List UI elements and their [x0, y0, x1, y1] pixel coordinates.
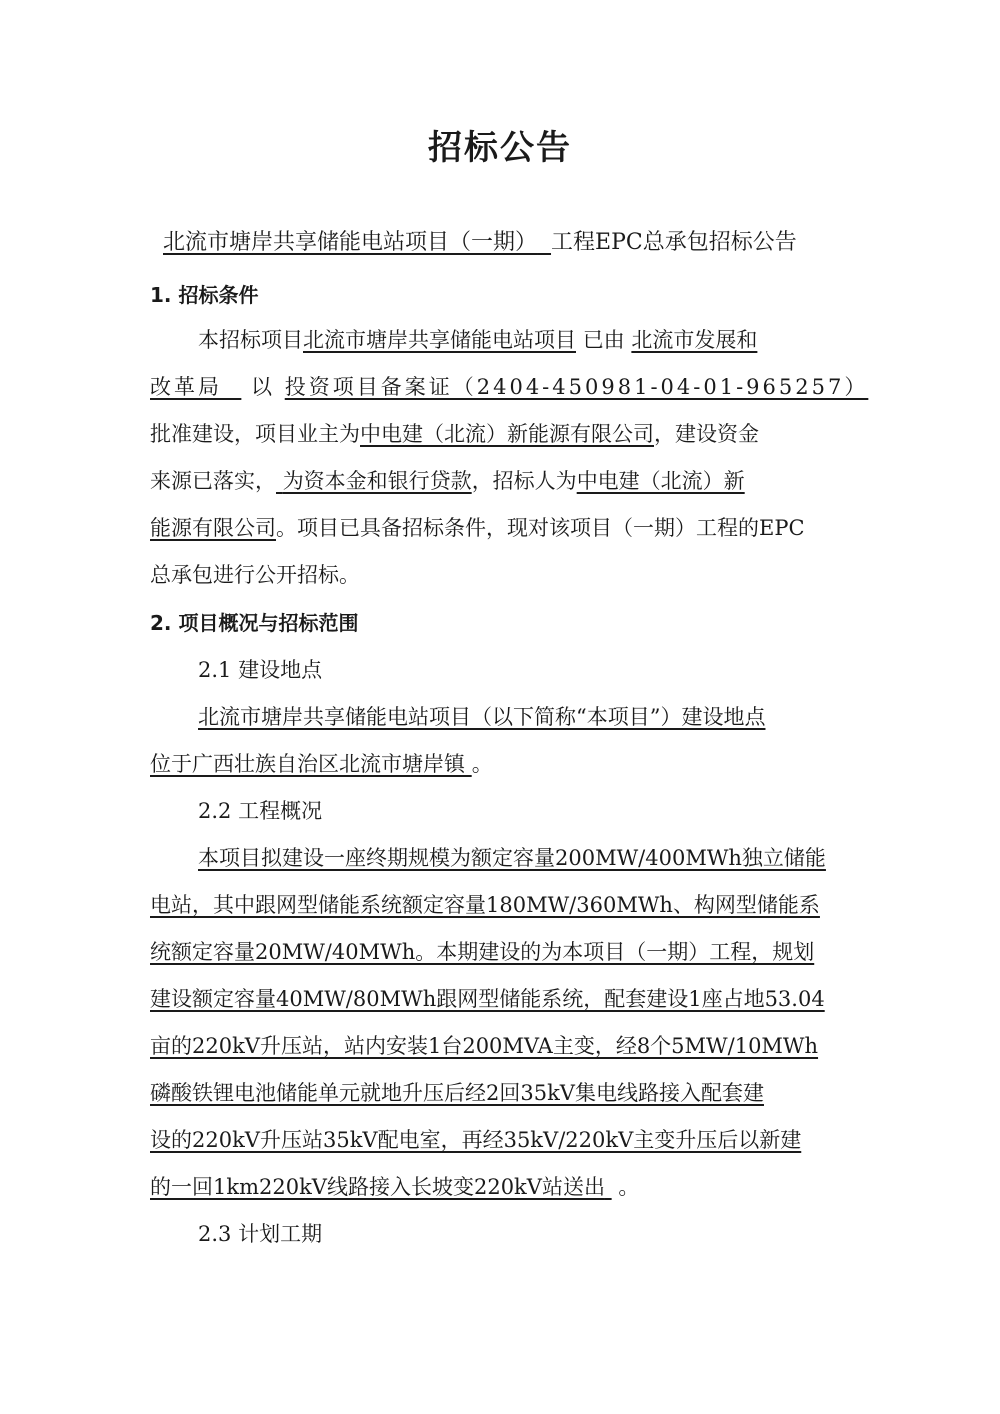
section2-2-line: 设的220kV升压站35kV配电室，再经35kV/220kV主变升压后以新建 — [150, 1128, 802, 1152]
section1-heading: 1. 招标条件 — [150, 283, 259, 307]
section2-1-heading: 2.1 建设地点 — [198, 658, 323, 682]
underlined-location: 位于广西壮族自治区北流市塘岸镇 — [150, 752, 465, 776]
section2-3-heading: 2.3 计划工期 — [198, 1222, 323, 1246]
text-segment: 来源已落实， — [150, 469, 276, 493]
underlined-owner: 中电建（北流）新能源有限公司 — [360, 422, 654, 446]
underlined-funding: 为资本金和银行贷款 — [282, 469, 472, 493]
text-segment: ，招标人为 — [471, 469, 577, 493]
underlined-approver: 北流市发展和 — [631, 328, 758, 352]
text-segment: 。项目已具备招标条件，现对该项目（一期）工程的EPC — [276, 516, 805, 540]
section2-2-line: 电站，其中跟网型储能系统额定容量180MW/360MWh、构网型储能系 — [150, 893, 820, 917]
subtitle-suffix: 工程EPC总承包招标公告 — [551, 230, 797, 255]
underlined-approver: 改革局 — [150, 375, 222, 399]
text-segment: 本招标项目 — [198, 328, 303, 352]
section1-line3 — [150, 419, 759, 449]
section2-1-line2 — [150, 749, 493, 779]
section2-2-line: 本项目拟建设一座终期规模为额定容量200MW/400MWh独立储能 — [198, 846, 826, 870]
underlined-certificate: 投资项目备案证（2404-450981-04-01-965257） — [284, 375, 869, 399]
section1-line4 — [150, 466, 745, 496]
underlined-project-name: 北流市塘岸共享储能电站项目 — [303, 328, 576, 352]
section1-line6: 总承包进行公开招标。 — [150, 563, 360, 587]
text-segment: ，建设资金 — [654, 422, 759, 446]
section2-2-heading: 2.2 工程概况 — [198, 799, 323, 823]
text-segment: 批准建设，项目业主为 — [150, 422, 360, 446]
section2-2-line: 统额定容量20MW/40MWh。本期建设的为本项目（一期）工程，规划 — [150, 940, 815, 964]
section2-2-line: 建设额定容量40MW/80MWh跟网型储能系统，配套建设1座占地53.04 — [150, 987, 825, 1011]
section1-line2 — [150, 372, 868, 402]
section2-1-line1 — [198, 702, 765, 732]
subtitle-project-name: 北流市塘岸共享储能电站项目（一期） — [163, 230, 538, 255]
section2-heading: 2. 项目概况与招标范围 — [150, 611, 359, 635]
text-segment: 已由 — [582, 328, 625, 352]
text-segment: 以 — [251, 375, 276, 399]
section2-2-line: 亩的220kV升压站，站内安装1台200MVA主变，经8个5MW/10MWh — [150, 1034, 819, 1058]
underlined-location: 北流市塘岸共享储能电站项目（以下简称“本项目”）建设地点 — [198, 705, 766, 729]
underlined-tenderer: 中电建（北流）新 — [576, 469, 745, 493]
section1-line5 — [150, 513, 805, 543]
underlined-tenderer: 能源有限公司 — [150, 516, 276, 540]
text-segment: 。 — [471, 752, 493, 776]
subtitle-gap — [537, 230, 551, 255]
section1-line1 — [198, 325, 757, 355]
page-title: 招标公告 — [428, 128, 572, 168]
section2-2-line: 的一回1km220kV线路接入长坡变220kV站送出 。 — [150, 1175, 640, 1199]
subtitle — [163, 228, 797, 258]
section2-2-line: 磷酸铁锂电池储能单元就地升压后经2回35kV集电线路接入配套建 — [150, 1081, 764, 1105]
